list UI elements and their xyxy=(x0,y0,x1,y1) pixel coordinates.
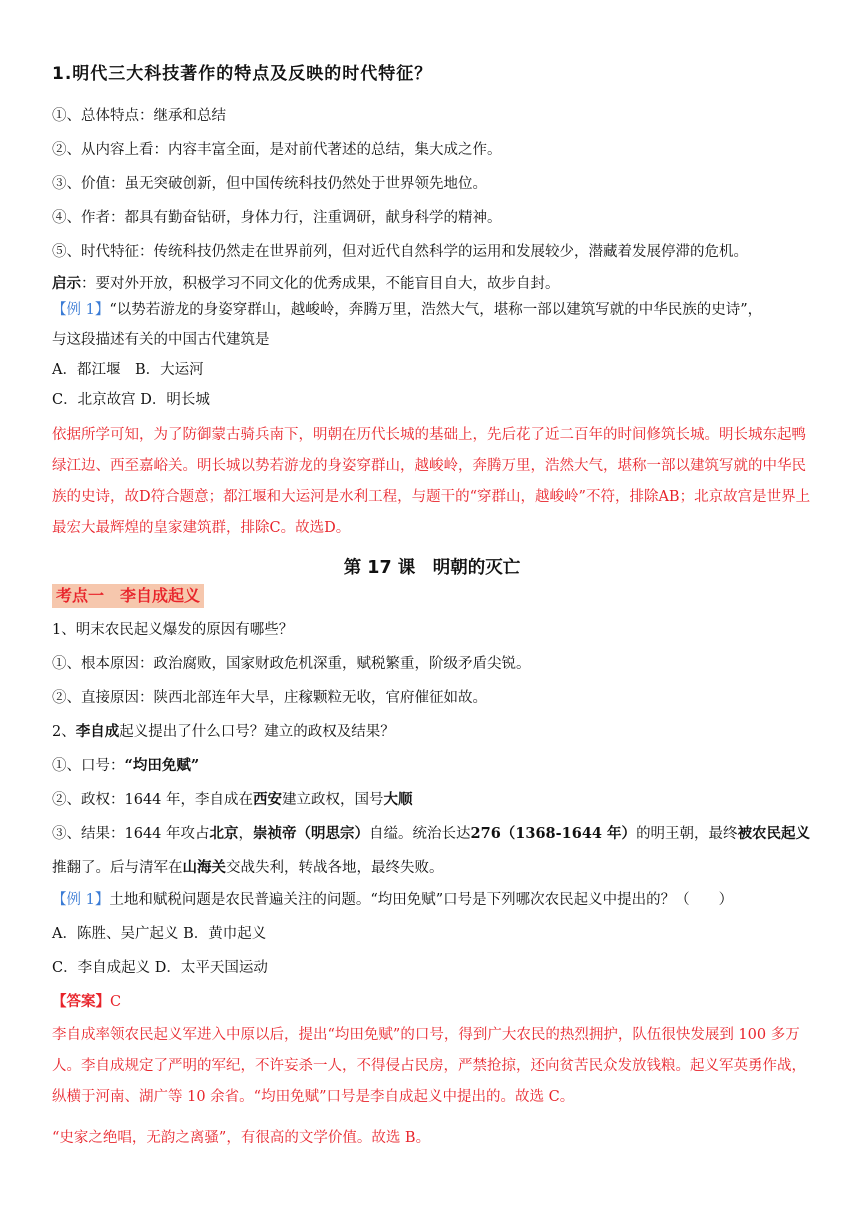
example2-tag: 【例 1】 xyxy=(52,892,110,908)
regime-prefix: ②、政权：1644 年，李自成在 xyxy=(52,792,254,808)
result-city: 北京 xyxy=(209,825,239,842)
section-title: 1.明代三大科技著作的特点及反映的时代特征？ xyxy=(52,64,433,84)
kaodian-heading: 考点一 李自成起义 xyxy=(52,584,204,608)
question-2-name: 李自成 xyxy=(75,723,120,740)
example2-options-row-1 xyxy=(52,924,266,944)
point-2: ②、从内容上看：内容丰富全面，是对前代著述的总结，集大成之作。 xyxy=(52,142,502,158)
cause-root: ①、根本原因：政治腐败，国家财政危机深重，赋税繁重，阶级矛盾尖锐。 xyxy=(52,656,531,672)
example2-question xyxy=(52,890,733,910)
qishi-label: 启示 xyxy=(52,275,81,292)
example2-option-a: A．陈胜、吴广起义 xyxy=(52,926,179,942)
slogan-text: “均田免赋” xyxy=(124,757,200,774)
result-by: 被农民起义 xyxy=(737,825,811,842)
point-3: ③、价值：虽无突破创新，但中国传统科技仍然处于世界领先地位。 xyxy=(52,176,487,192)
result2-pass: 山海关 xyxy=(182,859,226,876)
question-2-prefix: 2、 xyxy=(52,724,76,740)
example2-option-d: D．太平天国运动 xyxy=(154,960,268,976)
result-emperor: 崇祯帝（明思宗） xyxy=(253,825,370,842)
example-question-line-1 xyxy=(52,300,762,320)
question-1: 1、明末农民起义爆发的原因有哪些？ xyxy=(52,622,294,638)
result-mid2: 的明王朝，最终 xyxy=(636,826,738,842)
result2-post: 交战失利，转战各地，最终失败。 xyxy=(226,860,444,876)
result-prefix: ③、结果：1644 年攻占 xyxy=(52,826,210,842)
result-sep: ， xyxy=(238,826,254,842)
slogan-line xyxy=(52,756,199,776)
example2-options-row-2 xyxy=(52,958,268,978)
example-tag: 【例 1】 xyxy=(52,302,110,318)
qishi-line xyxy=(52,274,560,294)
point-4: ④、作者：都具有勤奋钻研，身体力行，注重调研，献身科学的精神。 xyxy=(52,210,502,226)
result-years: 276（1368-1644 年） xyxy=(470,825,637,842)
example2-option-c: C．李自成起义 xyxy=(52,960,151,976)
regime-mid: 建立政权，国号 xyxy=(282,792,384,808)
option-b: B．大运河 xyxy=(134,362,204,378)
question-2-text: 起义提出了什么口号？建立的政权及结果？ xyxy=(119,724,395,740)
option-a: A．都江堰 xyxy=(52,362,121,378)
regime-line xyxy=(52,790,413,810)
regime-name: 大顺 xyxy=(383,791,413,808)
option-d: D．明长城 xyxy=(140,392,210,408)
result-line-2 xyxy=(52,858,444,878)
slogan-label: ①、口号： xyxy=(52,758,125,774)
result2-prefix: 推翻了。后与清军在 xyxy=(52,860,183,876)
options-row-1 xyxy=(52,360,204,380)
answer-label: 【答案】 xyxy=(52,993,110,1010)
extra-note: “史家之绝唱，无韵之离骚”，有很高的文学价值。故选 B。 xyxy=(52,1130,431,1146)
example-explanation: 依据所学可知，为了防御蒙古骑兵南下，明朝在历代长城的基础上，先后花了近二百年的时间修筑长城。明长城东起鸭绿江边、西至嘉峪关。明长城以势若游龙的身姿穿群山，越峻岭，奔腾万里，浩然大气，堪称一部以建筑写就的中华民族的史诗，故D符合题意；都江堰和大运河是水利工程，与题干的“穿群山，越峻岭”不符，排除AB；北京故宫是世界上最宏大最辉煌的皇家建筑群，排除C。故选D。 xyxy=(52,427,811,536)
example2-explanation: 李自成率领农民起义军进入中原以后，提出“均田免赋”的口号，得到广大农民的热烈拥护，队伍很快发展到 100 多万人。李自成规定了严明的军纪，不许妄杀一人，不得侵占民房，严禁抢掠，还向贫苦民众发放钱粮。起义军英勇作战，纵横于河南、湖广等 10 余省。“均田免赋”口号是李自成起义中提出的。故选 C。 xyxy=(52,1027,806,1105)
cause-direct: ②、直接原因：陕西北部连年大旱，庄稼颗粒无收，官府催征如故。 xyxy=(52,690,487,706)
point-1: ①、总体特点：继承和总结 xyxy=(52,108,226,124)
example-question-line-2: 与这段描述有关的中国古代建筑是 xyxy=(52,332,270,348)
example2-option-b: B．黄巾起义 xyxy=(183,926,267,942)
lesson-title: 第 17 课 明朝的灭亡 xyxy=(343,558,521,578)
qishi-text: ：要对外开放，积极学习不同文化的优秀成果，不能盲目自大，故步自封。 xyxy=(81,276,560,292)
result-mid: 自缢。统治长达 xyxy=(369,826,471,842)
example2-question-text: 土地和赋税问题是农民普遍关注的问题。“均田免赋”口号是下列哪次农民起义中提出的？（ ） xyxy=(109,892,734,908)
answer-line xyxy=(52,992,121,1012)
answer-value: C xyxy=(110,994,122,1010)
options-row-2 xyxy=(52,390,210,410)
option-c: C．北京故宫 xyxy=(52,392,136,408)
regime-city: 西安 xyxy=(253,791,283,808)
question-2 xyxy=(52,722,395,742)
example-question: “以势若游龙的身姿穿群山，越峻岭，奔腾万里，浩然大气，堪称一部以建筑写就的中华民族的史诗”， xyxy=(109,302,763,318)
result-line-1 xyxy=(52,824,810,844)
point-5: ⑤、时代特征：传统科技仍然走在世界前列，但对近代自然科学的运用和发展较少，潜藏着发展停滞的危机。 xyxy=(52,244,748,260)
